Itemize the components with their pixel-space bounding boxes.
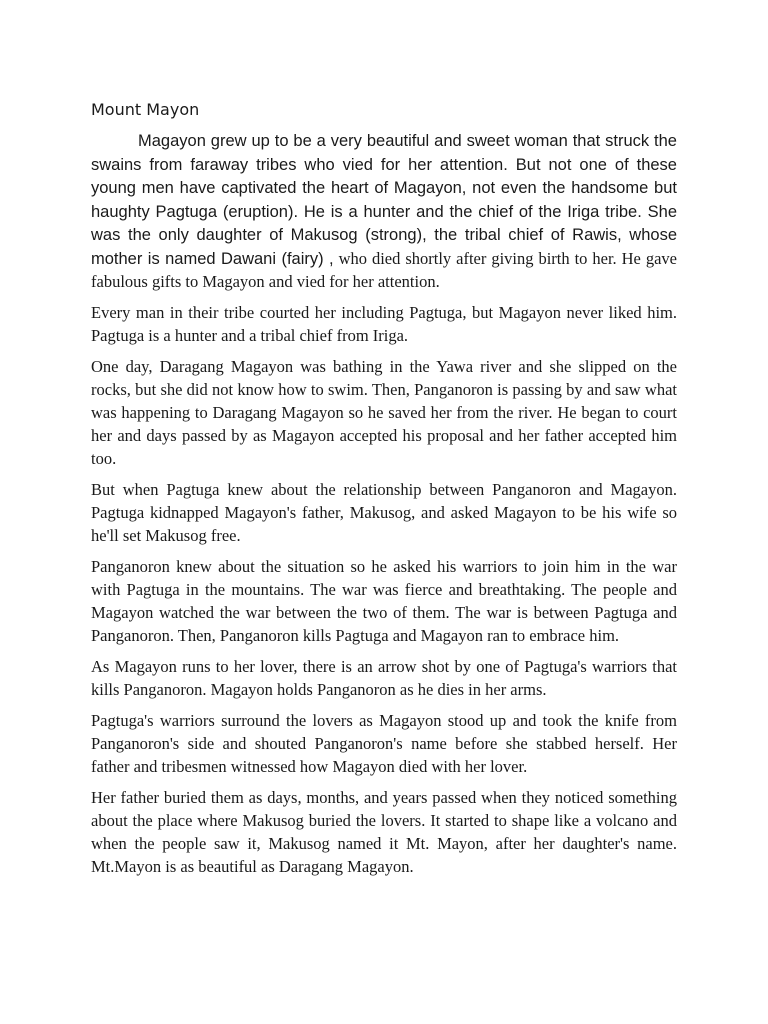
intro-sans-text: Magayon grew up to be a very beautiful and sweet woman that struck the swains from faraway tribes who vied for her attention. But not one of these young men have captivated the heart of Magayon, not even the handsome but haughty Pagtuga (eruption). He is a hunter and the chief of the Iriga tribe. She was the only daughter of Makusog (strong), the tribal chief of Rawis, whose mother is named Dawani (fairy) , [91,132,677,268]
page-title: Mount Mayon [91,100,200,119]
document-page [91,99,677,886]
story-paragraph-3: But when Pagtuga knew about the relationship between Panganoron and Magayon. Pagtuga kidnapped Magayon's father, Makusog, and asked Magayon to be his wife so he'll set Makusog free. [91,480,677,545]
story-paragraph-6: Pagtuga's warriors surround the lovers as Magayon stood up and took the knife from Panganoron's side and shouted Panganoron's name before she stabbed herself. Her father and tribesmen witnessed how Magayon died with her lover. [91,711,677,776]
story-paragraph-1: Every man in their tribe courted her including Pagtuga, but Magayon never liked him. Pagtuga is a hunter and a tribal chief from Iriga. [91,303,677,345]
story-paragraph-2: One day, Daragang Magayon was bathing in the Yawa river and she slipped on the rocks, but she did not know how to swim. Then, Panganoron is passing by and saw what was happening to Daragang Magayon so he saved her from the river. He began to court her and days passed by as Magayon accepted his proposal and her father accepted him too. [91,357,677,468]
intro-serif-text: who died shortly after giving birth to her. He gave fabulous gifts to Magayon and vied for her attention. [91,248,677,291]
story-paragraph-7: Her father buried them as days, months, and years passed when they noticed something about the place where Makusog buried the lovers. It started to shape like a volcano and when the people saw it, Makusog named it Mt. Mayon, after her daughter's name. Mt.Mayon is as beautiful as Daragang Magayon. [91,788,677,876]
story-paragraph-4: Panganoron knew about the situation so he asked his warriors to join him in the war with Pagtuga in the mountains. The war was fierce and breathtaking. The people and Magayon watched the war between the two of them. The war is between Pagtuga and Panganoron. Then, Panganoron kills Pagtuga and Magayon ran to embrace him. [91,557,677,645]
story-paragraph-5: As Magayon runs to her lover, there is an arrow shot by one of Pagtuga's warriors that kills Panganoron. Magayon holds Panganoron as he dies in her arms. [91,657,677,699]
intro-paragraph [91,129,677,293]
